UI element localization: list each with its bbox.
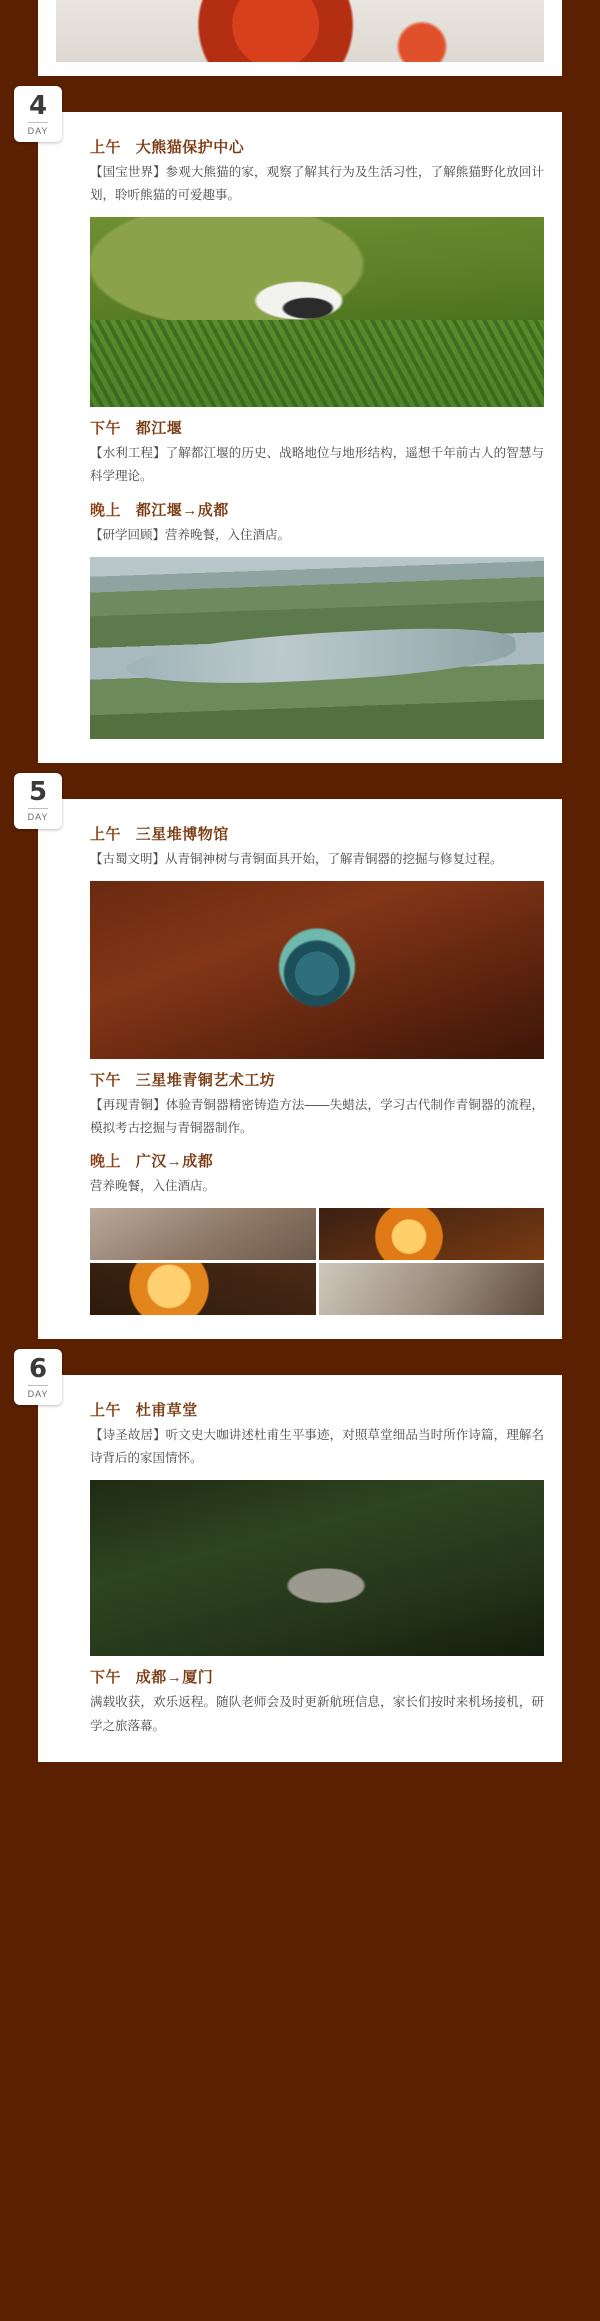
entry-text: 【诗圣故居】听文史大咖讲述杜甫生平事迹，对照草堂细品当时所作诗篇，理解名诗背后的家国情怀。: [90, 1428, 544, 1466]
bronze-photo: [90, 881, 544, 1059]
entry-title: 广汉→成都: [135, 1153, 214, 1170]
section-gap: [0, 76, 600, 112]
entry-morning: [90, 136, 544, 407]
entry-heading: [90, 136, 544, 157]
entry-title: 都江堰: [135, 420, 183, 438]
dujiangyan-photo: [90, 557, 544, 739]
entry-text: 营养晚餐，入住酒店。: [90, 1179, 216, 1193]
dufu-photo: [90, 1480, 544, 1656]
day-number: 4: [28, 90, 48, 121]
day-badge-6: [14, 1349, 62, 1405]
entry-morning: [90, 1399, 544, 1656]
entry-text: 【研学回顾】营养晚餐，入住酒店。: [90, 527, 291, 542]
entry-heading: [90, 1666, 544, 1687]
workshop-photo-4: [319, 1263, 545, 1315]
day-badge-5: [14, 773, 62, 829]
entry-title: 都江堰→成都: [135, 501, 229, 519]
day-badge-4: [14, 86, 62, 142]
day-card-body-5: [56, 823, 544, 1316]
entry-time: 上午: [90, 139, 122, 156]
dujiangyan-photo-block: [90, 557, 544, 739]
day-number: 6: [28, 1353, 48, 1384]
entry-time: 上午: [90, 825, 122, 843]
entry-morning: [90, 823, 544, 1059]
dufu-photo-block: [90, 1480, 544, 1656]
hotpot-photo: [56, 0, 544, 62]
day-card-4: [27, 90, 562, 763]
entry-text: 满载收获，欢乐返程。随队老师会及时更新航班信息，家长们按时来机场接机，研学之旅落幕。: [90, 1695, 544, 1733]
entry-afternoon: [90, 1069, 544, 1140]
day-label: DAY: [28, 1385, 49, 1399]
entry-time: 晚上: [90, 501, 122, 519]
entry-heading: [90, 1150, 544, 1171]
entry-time: 上午: [90, 1402, 122, 1420]
entry-evening: [90, 499, 544, 739]
entry-text: 【国宝世界】参观大熊猫的家，观察了解其行为及生活习性，了解熊猫野化放回计划，聆听熊猫的可爱趣事。: [90, 165, 544, 203]
entry-title: 三星堆博物馆: [135, 825, 229, 843]
entry-title: 成都→厦门: [135, 1669, 214, 1687]
entry-text: 【水利工程】了解都江堰的历史、战略地位与地形结构，遥想千年前古人的智慧与科学理论。: [90, 446, 544, 484]
bottom-gap: [0, 1762, 600, 1798]
day-number: 5: [28, 777, 48, 808]
hotpot-photo-wrap: [38, 0, 562, 62]
panda-photo-block: [90, 217, 544, 407]
entry-time: 晚上: [90, 1153, 122, 1170]
entry-heading: [90, 417, 544, 438]
bronze-workshop-grid-block: [90, 1208, 544, 1315]
day-label: DAY: [28, 122, 49, 136]
workshop-photo-2: [319, 1208, 545, 1260]
workshop-photo-3: [90, 1263, 316, 1315]
day-card-body-4: [56, 136, 544, 739]
bronze-photo-block: [90, 881, 544, 1059]
day-card-body-6: [56, 1399, 544, 1738]
day-section-5: [27, 777, 562, 1340]
top-partial-card: [38, 0, 562, 76]
entry-title: 大熊猫保护中心: [135, 139, 245, 156]
entry-text: 【古蜀文明】从青铜神树与青铜面具开始，了解青铜器的挖掘与修复过程。: [90, 851, 503, 866]
entry-afternoon: [90, 1666, 544, 1737]
entry-time: 下午: [90, 420, 122, 438]
entry-time: 下午: [90, 1071, 122, 1089]
workshop-photo-1: [90, 1208, 316, 1260]
entry-text: 【再现青铜】体验青铜器精密铸造方法——失蜡法，学习古代制作青铜器的流程，模拟考古挖掘与青铜器制作。: [90, 1097, 544, 1135]
entry-evening: [90, 1150, 544, 1315]
day-card-5: [27, 777, 562, 1340]
entry-time: 下午: [90, 1669, 122, 1687]
day-section-4: [27, 90, 562, 763]
entry-heading: [90, 1399, 544, 1420]
entry-afternoon: [90, 417, 544, 488]
panda-photo: [90, 217, 544, 407]
entry-heading: [90, 1069, 544, 1090]
day-card-6: [27, 1353, 562, 1762]
entry-heading: [90, 823, 544, 844]
entry-title: 杜甫草堂: [135, 1402, 198, 1420]
bronze-workshop-grid: [90, 1208, 544, 1315]
day-label: DAY: [28, 808, 49, 822]
section-gap: [0, 1339, 600, 1375]
section-gap: [0, 763, 600, 799]
entry-heading: [90, 499, 544, 520]
day-section-6: [27, 1353, 562, 1762]
entry-title: 三星堆青铜艺术工坊: [135, 1071, 276, 1089]
